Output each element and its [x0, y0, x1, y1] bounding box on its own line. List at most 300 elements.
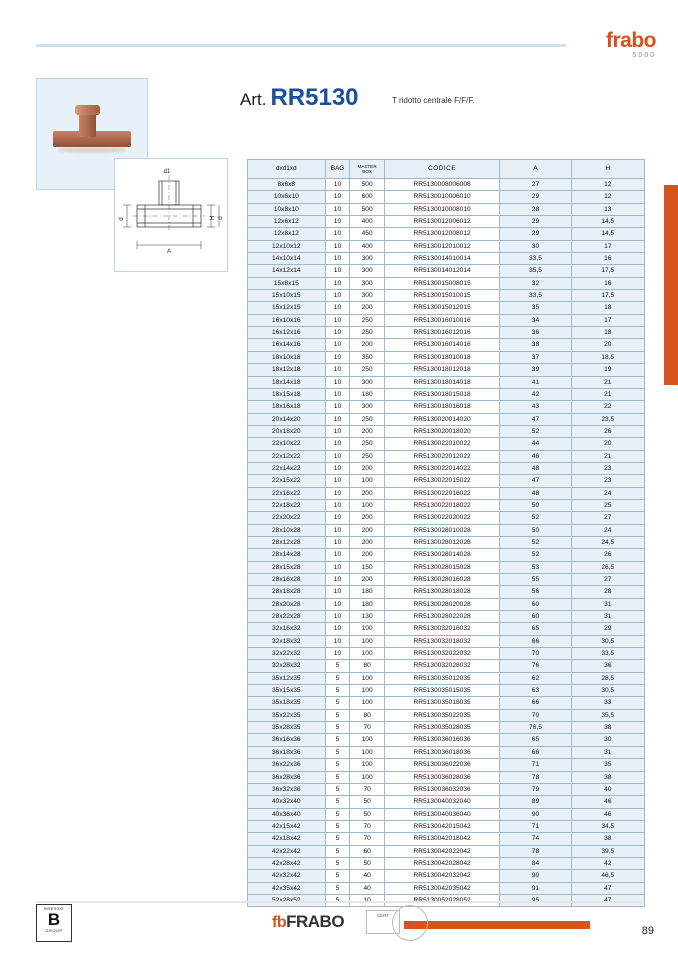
table-row — [248, 462, 645, 474]
cell-codice: RR5130022015022 — [384, 475, 499, 487]
cell-a: 90 — [500, 870, 571, 882]
cell-h: 12 — [571, 179, 644, 191]
drawing-label-A: A — [166, 249, 172, 255]
cell-codice: RR5130036028036 — [384, 771, 499, 783]
cell-dxd1xd: 22x12x22 — [248, 450, 326, 462]
cell-master-box: 50 — [350, 796, 385, 808]
cell-a: 30 — [500, 240, 571, 252]
table-row — [248, 302, 645, 314]
cell-bag: 5 — [325, 759, 350, 771]
cell-codice: RR5130042015042 — [384, 820, 499, 832]
table-row — [248, 833, 645, 845]
cell-master-box: 400 — [350, 240, 385, 252]
col-header-h: H — [571, 160, 644, 179]
table-row — [248, 351, 645, 363]
table-row — [248, 820, 645, 832]
table-row — [248, 549, 645, 561]
cell-codice: RR5130036032036 — [384, 783, 499, 795]
table-row — [248, 796, 645, 808]
cell-dxd1xd: 32x28x32 — [248, 660, 326, 672]
table-row — [248, 586, 645, 598]
cell-bag: 10 — [325, 339, 350, 351]
cell-bag: 10 — [325, 401, 350, 413]
cell-a: 50 — [500, 524, 571, 536]
cell-h: 30 — [571, 734, 644, 746]
table-row — [248, 697, 645, 709]
cell-master-box: 250 — [350, 438, 385, 450]
cell-master-box: 300 — [350, 253, 385, 265]
table-row — [248, 512, 645, 524]
cell-bag: 10 — [325, 635, 350, 647]
cell-a: 76 — [500, 660, 571, 672]
cell-h: 31 — [571, 611, 644, 623]
cell-codice: RR5130032018032 — [384, 635, 499, 647]
brand-subtitle: 5000 — [632, 52, 656, 59]
cell-master-box: 100 — [350, 685, 385, 697]
page-number: 89 — [641, 925, 654, 937]
cell-dxd1xd: 22x20x22 — [248, 512, 326, 524]
cell-a: 76,5 — [500, 722, 571, 734]
cell-master-box: 100 — [350, 697, 385, 709]
cell-dxd1xd: 35x15x35 — [248, 685, 326, 697]
cell-a: 62 — [500, 672, 571, 684]
cell-dxd1xd: 20x18x20 — [248, 425, 326, 437]
cell-a: 84 — [500, 857, 571, 869]
cell-master-box: 180 — [350, 586, 385, 598]
brand-logo — [606, 30, 656, 59]
drawing-label-d1: d1 — [163, 169, 171, 175]
cell-h: 19 — [571, 364, 644, 376]
cell-bag: 10 — [325, 536, 350, 548]
cell-master-box: 500 — [350, 203, 385, 215]
cell-h: 18,5 — [571, 351, 644, 363]
cell-codice: RR5130028020028 — [384, 598, 499, 610]
table-row — [248, 401, 645, 413]
cell-h: 28 — [571, 586, 644, 598]
cell-bag: 5 — [325, 857, 350, 869]
cell-a: 65 — [500, 623, 571, 635]
drawing-label-d-right: d — [218, 216, 224, 220]
col-header-master-box — [350, 160, 385, 179]
cell-h: 31 — [571, 746, 644, 758]
cell-master-box: 40 — [350, 870, 385, 882]
cell-a: 66 — [500, 635, 571, 647]
cell-codice: RR5130016010016 — [384, 314, 499, 326]
cell-codice: RR5130028012028 — [384, 536, 499, 548]
cell-h: 27 — [571, 574, 644, 586]
cell-bag: 10 — [325, 462, 350, 474]
cell-a: 60 — [500, 598, 571, 610]
cell-master-box: 70 — [350, 722, 385, 734]
cell-codice: RR5130032028032 — [384, 660, 499, 672]
cell-h: 16 — [571, 277, 644, 289]
cell-codice: RR5130035012035 — [384, 672, 499, 684]
cell-bag: 10 — [325, 388, 350, 400]
cell-h: 24,5 — [571, 536, 644, 548]
table-row — [248, 216, 645, 228]
cell-bag: 5 — [325, 870, 350, 882]
cell-h: 21 — [571, 388, 644, 400]
cell-bag: 5 — [325, 783, 350, 795]
cell-dxd1xd: 18x16x18 — [248, 401, 326, 413]
cell-a: 38 — [500, 339, 571, 351]
cell-master-box: 250 — [350, 364, 385, 376]
cell-codice: RR5130022016022 — [384, 487, 499, 499]
cell-master-box: 100 — [350, 499, 385, 511]
cell-master-box: 200 — [350, 549, 385, 561]
cell-codice: RR5130042018042 — [384, 833, 499, 845]
cell-dxd1xd: 10x8x10 — [248, 203, 326, 215]
cell-dxd1xd: 22x15x22 — [248, 475, 326, 487]
cell-dxd1xd: 15x8x15 — [248, 277, 326, 289]
photo-shadow — [57, 147, 127, 153]
table-row — [248, 327, 645, 339]
cell-bag: 5 — [325, 697, 350, 709]
cell-bag: 10 — [325, 425, 350, 437]
cell-bag: 5 — [325, 672, 350, 684]
cell-codice: RR5130035022035 — [384, 709, 499, 721]
cell-a: 52 — [500, 536, 571, 548]
cell-h: 14,5 — [571, 228, 644, 240]
cell-a: 34 — [500, 314, 571, 326]
cell-dxd1xd: 18x12x18 — [248, 364, 326, 376]
cell-a: 71 — [500, 820, 571, 832]
cell-dxd1xd: 12x6x12 — [248, 216, 326, 228]
cell-bag: 10 — [325, 499, 350, 511]
cell-a: 36 — [500, 327, 571, 339]
cell-dxd1xd: 28x12x28 — [248, 536, 326, 548]
spec-table — [247, 159, 645, 907]
cell-master-box: 70 — [350, 833, 385, 845]
cell-h: 36 — [571, 660, 644, 672]
cell-bag: 5 — [325, 833, 350, 845]
cell-bag: 10 — [325, 524, 350, 536]
cell-bag: 10 — [325, 438, 350, 450]
table-row — [248, 746, 645, 758]
cell-dxd1xd: 16x14x16 — [248, 339, 326, 351]
bresso-logo-bottom: GROUP — [45, 928, 63, 933]
technical-drawing — [114, 158, 228, 272]
table-row — [248, 425, 645, 437]
cell-codice: RR5130012006012 — [384, 216, 499, 228]
cell-h: 17 — [571, 240, 644, 252]
cell-bag: 5 — [325, 685, 350, 697]
table-row — [248, 574, 645, 586]
product-photo-image — [51, 105, 133, 157]
cell-bag: 10 — [325, 216, 350, 228]
cell-master-box: 100 — [350, 771, 385, 783]
table-row — [248, 759, 645, 771]
table-row — [248, 722, 645, 734]
cell-a: 71 — [500, 759, 571, 771]
cell-dxd1xd: 28x14x28 — [248, 549, 326, 561]
table-row — [248, 870, 645, 882]
cell-codice: RR5130016014016 — [384, 339, 499, 351]
cell-dxd1xd: 10x6x10 — [248, 191, 326, 203]
section-side-tab — [664, 185, 678, 385]
cell-dxd1xd: 40x32x40 — [248, 796, 326, 808]
cell-codice: RR5130040032040 — [384, 796, 499, 808]
cell-codice: RR5130015010015 — [384, 290, 499, 302]
cell-dxd1xd: 22x14x22 — [248, 462, 326, 474]
spec-table-container — [247, 159, 645, 907]
cell-master-box: 100 — [350, 734, 385, 746]
cell-codice: RR5130040036040 — [384, 808, 499, 820]
cell-dxd1xd: 18x10x18 — [248, 351, 326, 363]
cell-bag: 10 — [325, 561, 350, 573]
cell-dxd1xd: 36x18x36 — [248, 746, 326, 758]
cell-a: 35 — [500, 302, 571, 314]
cell-h: 46 — [571, 796, 644, 808]
cell-bag: 10 — [325, 240, 350, 252]
cell-a: 33,5 — [500, 290, 571, 302]
cell-codice: RR5130042035042 — [384, 882, 499, 894]
cell-dxd1xd: 36x16x36 — [248, 734, 326, 746]
cell-dxd1xd: 42x15x42 — [248, 820, 326, 832]
cell-a: 70 — [500, 648, 571, 660]
cell-h: 33 — [571, 697, 644, 709]
cell-dxd1xd: 40x36x40 — [248, 808, 326, 820]
drawing-label-H: H — [210, 215, 216, 221]
cell-h: 24 — [571, 487, 644, 499]
cell-bag: 5 — [325, 771, 350, 783]
cell-h: 23 — [571, 462, 644, 474]
article-code: RR5130 — [270, 84, 359, 111]
cell-bag: 5 — [325, 709, 350, 721]
cell-a: 55 — [500, 574, 571, 586]
footer-divider — [36, 901, 642, 903]
table-row — [248, 623, 645, 635]
cell-master-box: 100 — [350, 475, 385, 487]
table-row — [248, 734, 645, 746]
table-row — [248, 672, 645, 684]
cell-bag: 10 — [325, 648, 350, 660]
spec-table-body — [248, 179, 645, 907]
cell-a: 37 — [500, 351, 571, 363]
table-row — [248, 660, 645, 672]
cell-a: 52 — [500, 425, 571, 437]
cell-master-box: 100 — [350, 648, 385, 660]
cell-master-box: 100 — [350, 759, 385, 771]
col-header-bag: BAG — [325, 160, 350, 179]
cell-codice: RR5130018016018 — [384, 401, 499, 413]
cell-h: 23,5 — [571, 413, 644, 425]
cell-a: 39 — [500, 364, 571, 376]
cell-a: 65 — [500, 734, 571, 746]
cell-master-box: 50 — [350, 857, 385, 869]
cell-codice: RR5130035028035 — [384, 722, 499, 734]
cell-h: 39,5 — [571, 845, 644, 857]
cell-bag: 10 — [325, 586, 350, 598]
cell-master-box: 200 — [350, 425, 385, 437]
cell-dxd1xd: 36x32x36 — [248, 783, 326, 795]
table-row — [248, 240, 645, 252]
cell-a: 47 — [500, 413, 571, 425]
cell-codice: RR5130022010022 — [384, 438, 499, 450]
table-row — [248, 783, 645, 795]
frabo-footer-mark: fb — [272, 914, 287, 931]
table-row — [248, 635, 645, 647]
cell-codice: RR5130032016032 — [384, 623, 499, 635]
cell-bag: 10 — [325, 598, 350, 610]
cell-bag: 5 — [325, 820, 350, 832]
cell-a: 29 — [500, 228, 571, 240]
cell-h: 33,5 — [571, 648, 644, 660]
cell-h: 31 — [571, 598, 644, 610]
cell-bag: 10 — [325, 574, 350, 586]
cell-master-box: 100 — [350, 623, 385, 635]
cell-a: 46 — [500, 450, 571, 462]
cell-codice: RR5130022014022 — [384, 462, 499, 474]
cell-bag: 10 — [325, 302, 350, 314]
table-row — [248, 364, 645, 376]
cell-dxd1xd: 15x12x15 — [248, 302, 326, 314]
table-row — [248, 611, 645, 623]
cell-h: 34,5 — [571, 820, 644, 832]
cell-master-box: 300 — [350, 401, 385, 413]
cell-bag: 5 — [325, 796, 350, 808]
cell-dxd1xd: 35x12x35 — [248, 672, 326, 684]
table-row — [248, 685, 645, 697]
cell-h: 26 — [571, 425, 644, 437]
table-row — [248, 253, 645, 265]
cell-bag: 5 — [325, 882, 350, 894]
cell-h: 18 — [571, 302, 644, 314]
cell-codice: RR5130018014018 — [384, 376, 499, 388]
cell-a: 66 — [500, 697, 571, 709]
cell-h: 35,5 — [571, 709, 644, 721]
table-row — [248, 290, 645, 302]
table-row — [248, 857, 645, 869]
bresso-group-logo — [36, 904, 72, 942]
table-row — [248, 561, 645, 573]
cell-dxd1xd: 42x32x42 — [248, 870, 326, 882]
col-header-dxd1xd: dxd1xd — [248, 160, 326, 179]
cell-a: 56 — [500, 586, 571, 598]
cell-bag: 5 — [325, 845, 350, 857]
cell-a: 44 — [500, 438, 571, 450]
cell-a: 48 — [500, 462, 571, 474]
certification-badge: CERT — [366, 910, 400, 934]
cell-h: 47 — [571, 882, 644, 894]
cell-a: 35,5 — [500, 265, 571, 277]
table-row — [248, 376, 645, 388]
cell-dxd1xd: 12x10x12 — [248, 240, 326, 252]
master-box-line2: BOX — [362, 169, 372, 174]
cell-h: 12 — [571, 191, 644, 203]
cell-h: 25 — [571, 499, 644, 511]
cell-codice: RR5130035015035 — [384, 685, 499, 697]
cell-master-box: 200 — [350, 339, 385, 351]
cell-master-box: 400 — [350, 216, 385, 228]
cell-dxd1xd: 15x10x15 — [248, 290, 326, 302]
cell-codice: RR5130042028042 — [384, 857, 499, 869]
cell-dxd1xd: 8x6x8 — [248, 179, 326, 191]
cell-master-box: 180 — [350, 388, 385, 400]
cell-a: 29 — [500, 216, 571, 228]
cell-codice: RR5130018010018 — [384, 351, 499, 363]
table-row — [248, 388, 645, 400]
cell-codice: RR5130028010028 — [384, 524, 499, 536]
table-row — [248, 191, 645, 203]
article-label: Art. — [240, 90, 267, 109]
cell-bag: 5 — [325, 722, 350, 734]
cell-master-box: 70 — [350, 783, 385, 795]
cell-codice: RR5130010008010 — [384, 203, 499, 215]
cell-codice: RR5130036018036 — [384, 746, 499, 758]
cell-h: 26,5 — [571, 561, 644, 573]
cell-dxd1xd: 35x22x35 — [248, 709, 326, 721]
cell-h: 21 — [571, 376, 644, 388]
cell-bag: 10 — [325, 277, 350, 289]
cell-bag: 10 — [325, 450, 350, 462]
cell-bag: 5 — [325, 746, 350, 758]
table-row — [248, 203, 645, 215]
cell-bag: 10 — [325, 191, 350, 203]
cell-h: 24 — [571, 524, 644, 536]
cell-codice: RR5130015012015 — [384, 302, 499, 314]
cell-h: 35 — [571, 759, 644, 771]
cell-codice: RR5130012008012 — [384, 228, 499, 240]
cell-master-box: 300 — [350, 265, 385, 277]
cell-master-box: 300 — [350, 277, 385, 289]
cell-dxd1xd: 18x14x18 — [248, 376, 326, 388]
cell-dxd1xd: 20x14x20 — [248, 413, 326, 425]
cell-codice: RR5130016012016 — [384, 327, 499, 339]
cell-codice: RR5130042022042 — [384, 845, 499, 857]
cell-a: 32 — [500, 277, 571, 289]
cell-bag: 10 — [325, 290, 350, 302]
cell-codice: RR5130036016036 — [384, 734, 499, 746]
cell-master-box: 300 — [350, 290, 385, 302]
cell-dxd1xd: 28x20x28 — [248, 598, 326, 610]
table-row — [248, 598, 645, 610]
cell-master-box: 300 — [350, 376, 385, 388]
cell-codice: RR5130035018035 — [384, 697, 499, 709]
table-row — [248, 413, 645, 425]
cell-a: 78 — [500, 845, 571, 857]
cell-a: 91 — [500, 882, 571, 894]
cell-dxd1xd: 22x16x22 — [248, 487, 326, 499]
table-row — [248, 475, 645, 487]
cell-h: 46 — [571, 808, 644, 820]
cell-bag: 10 — [325, 314, 350, 326]
table-row — [248, 450, 645, 462]
cell-dxd1xd: 12x8x12 — [248, 228, 326, 240]
cell-master-box: 70 — [350, 820, 385, 832]
cell-dxd1xd: 36x28x36 — [248, 771, 326, 783]
frabo-footer-name: FRABO — [286, 912, 345, 931]
cell-codice: RR5130028015028 — [384, 561, 499, 573]
cell-codice: RR5130020014020 — [384, 413, 499, 425]
table-row — [248, 648, 645, 660]
cell-a: 78 — [500, 771, 571, 783]
cell-dxd1xd: 35x28x35 — [248, 722, 326, 734]
cell-h: 30,5 — [571, 635, 644, 647]
table-row — [248, 179, 645, 191]
cell-bag: 5 — [325, 660, 350, 672]
cell-a: 33,5 — [500, 253, 571, 265]
cell-a: 47 — [500, 475, 571, 487]
cell-dxd1xd: 22x18x22 — [248, 499, 326, 511]
cell-codice: RR5130028022028 — [384, 611, 499, 623]
cell-dxd1xd: 36x22x36 — [248, 759, 326, 771]
cell-master-box: 60 — [350, 845, 385, 857]
cell-a: 90 — [500, 808, 571, 820]
cell-bag: 10 — [325, 549, 350, 561]
cell-bag: 10 — [325, 327, 350, 339]
cell-h: 38 — [571, 722, 644, 734]
